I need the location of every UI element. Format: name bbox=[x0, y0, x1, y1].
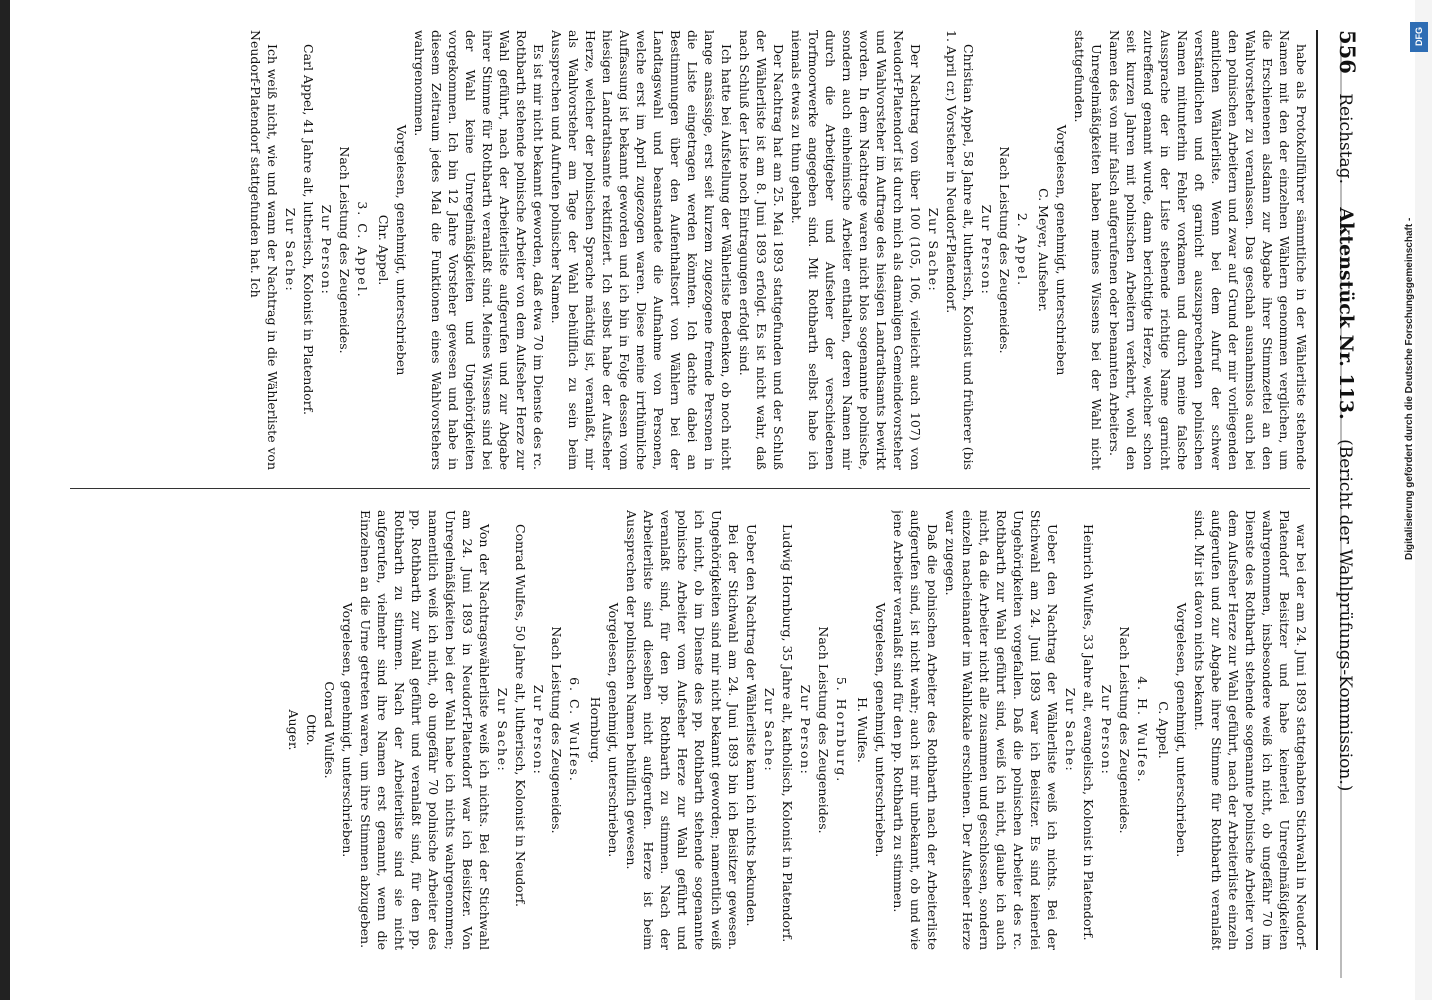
header-doc: Aktenstück Nr. 113. bbox=[1335, 207, 1357, 420]
paragraph: Bei der Stichwahl am 24. Juni 1893 bin ich Beisitzer gewesen. Ungehörigkeiten sind mir nicht bekannt geworden; namentlich weiß ich nicht, ob im Dienste des pp. Rothbarth stehende sogenannte polnische Arbeiter vom Aufseher Herze zur Wahl geführt und veranlaßt sind, für den pp. Rothbarth zu stimmen. Nach der Arbeiterliste sind dieselben nicht aufgerufen. Herze ist beim Aussprechen der polnischen Namen behülflich gewesen. bbox=[624, 510, 741, 950]
paragraph: Conrad Wulfes, 50 Jahre alt, lutherisch, Kolonist in Neudorf. bbox=[513, 524, 528, 907]
witness-heading: 2. Appel. bbox=[1015, 212, 1030, 288]
witness-heading: 4. H. Wulfes. bbox=[1135, 676, 1150, 784]
rotated-document bbox=[36, 10, 1376, 970]
left-column bbox=[60, 30, 1310, 470]
paragraph: Unregelmäßigkeiten haben meines Wissens bei der Wahl nicht stattgefunden. bbox=[1072, 30, 1104, 470]
paragraph: Carl Appel, 41 Jahre alt, lutherisch, Kolonist in Platendorf. bbox=[301, 44, 316, 415]
section-label: Zur Person: bbox=[531, 684, 546, 776]
paragraph: Daß die polnischen Arbeiter des Rothbarth nach der Arbeiterliste aufgerufen sind, ist nicht wahr; auch ist mir unbekannt, ob und wie jene Arbeiter veranlaßt sind für den pp. Rothbarth zu stimmen. bbox=[891, 510, 940, 950]
paragraph: Ueber den Nachtrag der Wählerliste kann ich nichts bekunden. bbox=[744, 524, 759, 927]
witness-heading: 5. Hornburg. bbox=[834, 676, 849, 784]
section-label: Zur Sache: bbox=[283, 207, 298, 293]
signature: Otto. bbox=[304, 714, 319, 746]
paragraph: Ich hatte bei Aufstellung der Wählerliste Bedenken, ob noch nicht lange ansässige, erst seit kurzem zugezogene fremde Personen in die Liste eingetragen werden könnten. Ich dachte dabei an Bestimmungen über den Aufenthaltsort von Wählern bei der Landtagswahl und beanstandete die Aufnahme von Personen, welche erst im April zugezogen waren. Diese meine irrthümliche Auffassung ist bekannt geworden und ich bin in Folge dessen vom hiesigen Landrathsamte rektifiziert. Ich selbst habe der Aufseher Herze, welcher der polnischen Sprache mächtig ist, veranlaßt, mir als Wahlvorsteher am Tage der Wahl behülflich zu sein beim Aussprechen und Aufrufen polnischer Namen. bbox=[549, 30, 734, 470]
section-label: Zur Sache: bbox=[762, 687, 777, 773]
signature-note: Vorgelesen, genehmigt, unterschrieben. bbox=[340, 602, 355, 858]
paragraph: Heinrich Wulfes, 33 Jahre alt, evangelisch, Kolonist in Platendorf. bbox=[1081, 524, 1096, 941]
binding-edge bbox=[0, 0, 10, 1000]
paragraph: Der Nachtrag hat am 25. Mai 1893 stattgefunden und der Schluß der Wählerliste ist am 8. Juni 1893 erfolgt. Es ist nicht wahr, daß nach Schluß der Liste noch Eintragungen erfolgt sind. bbox=[737, 30, 786, 470]
signature-note: Vorgelesen, genehmigt, unterschrieben. bbox=[873, 602, 888, 858]
oath-note: Nach Leistung des Zeugeneides. bbox=[1117, 626, 1132, 834]
paragraph: habe als Protokollführer sämmtliche in der Wählerliste stehende Namen mit den der einzelnen Wählern genommen verglichen, um die Erschienenen alsdann zur Abgabe ihrer Stimmzettel an den Wahlvorsteher zu veranlassen. Das geschah ausnahmslos auch bei den polnischen Arbeitern und zwar auf Grund der mir vorliegenden amtlichen Wählerliste. Wenn bei dem Aufruf der schwer verständlichen und oft garnicht auszusprechenden polnischen Namen mitunterhin Fehler vorkamen und durch meine falsche Aussprache der in der Liste stehende richtige Name garnicht zutreffend genannt wurde, dann berichtigte Herze, welcher schon seit kurzen Jahren mit polnischen Arbeitern verkehrt, wohl den Namen des von mir falsch aufgerufenen oder benannten Arbeiters. bbox=[1107, 30, 1309, 470]
header-part: Reichstag. bbox=[1335, 93, 1355, 184]
section-label: Zur Person: bbox=[1099, 684, 1114, 776]
signature: Hornburg. bbox=[588, 696, 603, 764]
paragraph: Christian Appel, 58 Jahre alt, lutherisch, Kolonist und früherer (bis 1. April cr.) Vorsteher in Neudorf-Platendorf. bbox=[944, 30, 976, 470]
section-label: Zur Person: bbox=[798, 684, 813, 776]
signature: Chr. Appel. bbox=[376, 214, 391, 286]
paragraph: Ueber den Nachtrag der Wählerliste weiß ich nichts. Bei der Stichwahl am 24. Juni 1893 war ich Beisitzer. Es sind keinerlei Ungehörigkeiten vorgefallen. Daß die polnischen Arbeiter des rc. Rothbarth zur Wahl geführt sind, weiß ich nicht, glaube ich auch nicht, da die Arbeiter nicht alle zusammen und geschlossen, sondern einzeln nacheinander im Wahllokale erschienen. Der Aufseher Herze war zugegen. bbox=[943, 510, 1060, 950]
section-label: Zur Person: bbox=[979, 204, 994, 296]
header-title: (Bericht der Wahlprüfungs-Kommission.) bbox=[1335, 439, 1355, 792]
signature: C. Appel. bbox=[1156, 701, 1171, 759]
dfg-logo-icon: DFG bbox=[1410, 22, 1428, 52]
paragraph: war bei der am 24. Juni 1893 stattgehabten Stichwahl in Neudorf-Platendorf Beisitzer und habe keinerlei Unregelmäßigkeiten wahrgenommen, insbesondere weiß ich nicht, ob ungefähr 70 im Dienste des Rothbarth stehende sogenannte polnische Arbeiter von dem Aufseher Herze zur Wahl geführt, nach der Arbeiterliste einzeln aufgerufen und zur Abgabe ihrer Stimme für Rothbarth veranlaßt sind. Mir ist davon nichts bekannt. bbox=[1192, 510, 1309, 950]
section-label: Zur Sache: bbox=[495, 687, 510, 773]
funding-watermark: Digitalisierung gefördert durch die Deutsche Forschungsgemeinschaft - bbox=[1404, 217, 1415, 560]
signature: Auger. bbox=[286, 709, 301, 751]
witness-heading: 6. C. Wulfes. bbox=[567, 677, 582, 783]
section-label: Zur Sache: bbox=[1063, 687, 1078, 773]
page-number: 556 bbox=[1335, 30, 1360, 74]
oath-note: Nach Leistung des Zeugeneides. bbox=[549, 626, 564, 834]
paragraph: Der Nachtrag von über 100 (105, 106, vielleicht auch 107) von Neudorf-Platendorf ist durch mich als damaligen Gemeindevorsteher und Wahlvorsteher im Auftrage des hiesigen Landrathsamts bewirkt worden. In dem Nachtrage waren nicht blos sogenannte polnische, sondern auch einheimische Arbeiter enthalten, deren Namen mir durch die Arbeitgeber und Aufseher der verschiedenen Torfmoorwerke angegeben sind. Mit Rothbarth selbst habe ich niemals etwas zu thun gehabt. bbox=[789, 30, 923, 470]
oath-note: Nach Leistung des Zeugeneides. bbox=[997, 146, 1012, 354]
paragraph: Ich weiß nicht, wie und wann der Nachtrag in die Wählerliste von Neudorf-Platendorf stattgefunden hat. Ich bbox=[248, 30, 280, 470]
signature: H. Wulfes. bbox=[855, 697, 870, 763]
signature-note: Vorgelesen, genehmigt, unterschrieben. bbox=[606, 602, 621, 858]
page-header bbox=[1316, 30, 1358, 950]
paragraph: Es ist mir nicht bekannt geworden, daß etwa 70 im Dienste des rc. Rothbarth stehende polnische Arbeiter von dem Aufseher Herze zur Wahl geführt, nach der Arbeiterliste aufgerufen und zur Abgabe ihrer Stimme für Rothbarth veranlaßt sind. Meines Wissens sind bei der Wahl keine Unregelmäßigkeiten und Ungehörigkeiten vorgekommen. Ich bin 12 Jahre Vorsteher gewesen und habe in diesem Zeitraum jedes Mal die Funktionen eines Wahlvorstehers wahrgenommen. bbox=[412, 30, 546, 470]
signature: C. Meyer, Aufseher. bbox=[1036, 188, 1051, 312]
signature-note: Vorgelesen, genehmigt, unterschrieben bbox=[394, 124, 409, 376]
paragraph: Ludwig Hornburg, 35 Jahre alt, katholisch, Kolonist in Platendorf. bbox=[780, 524, 795, 943]
oath-note: Nach Leistung des Zeugeneides. bbox=[816, 626, 831, 834]
oath-note: Nach Leistung des Zeugeneides. bbox=[337, 146, 352, 354]
paragraph: Von der Nachtragswählerliste weiß ich nichts. Bei der Stichwahl am 24. Juni 1893 in Neudorf-Platendorf war ich Beisitzer. Von Unregelmäßigkeiten bei der Wahl habe ich nichts wahrgenommen; namentlich weiß ich nicht, ob ungefähr 70 polnische Arbeiter des pp. Rothbarth zur Wahl geführt und veranlaßt sind, für den pp. Rothbarth zu stimmen. Nach der Arbeiterliste sind sie nicht aufgerufen, vielmehr sind ihre Namen erst genannt, wenn die Einzelnen an die Urne getreten waren, um ihre Stimmen abzugeben. bbox=[358, 510, 492, 950]
signature-note: Vorgelesen, genehmigt, unterschrieben bbox=[1054, 124, 1069, 376]
signature: Conrad Wulfes. bbox=[322, 681, 337, 779]
section-label: Zur Sache: bbox=[926, 207, 941, 293]
column-divider bbox=[70, 488, 1310, 489]
right-column bbox=[60, 510, 1310, 950]
signature-note: Vorgelesen, genehmigt, unterschrieben. bbox=[1174, 602, 1189, 858]
section-label: Zur Person: bbox=[319, 204, 334, 296]
witness-heading: 3. C. Appel. bbox=[355, 201, 370, 299]
